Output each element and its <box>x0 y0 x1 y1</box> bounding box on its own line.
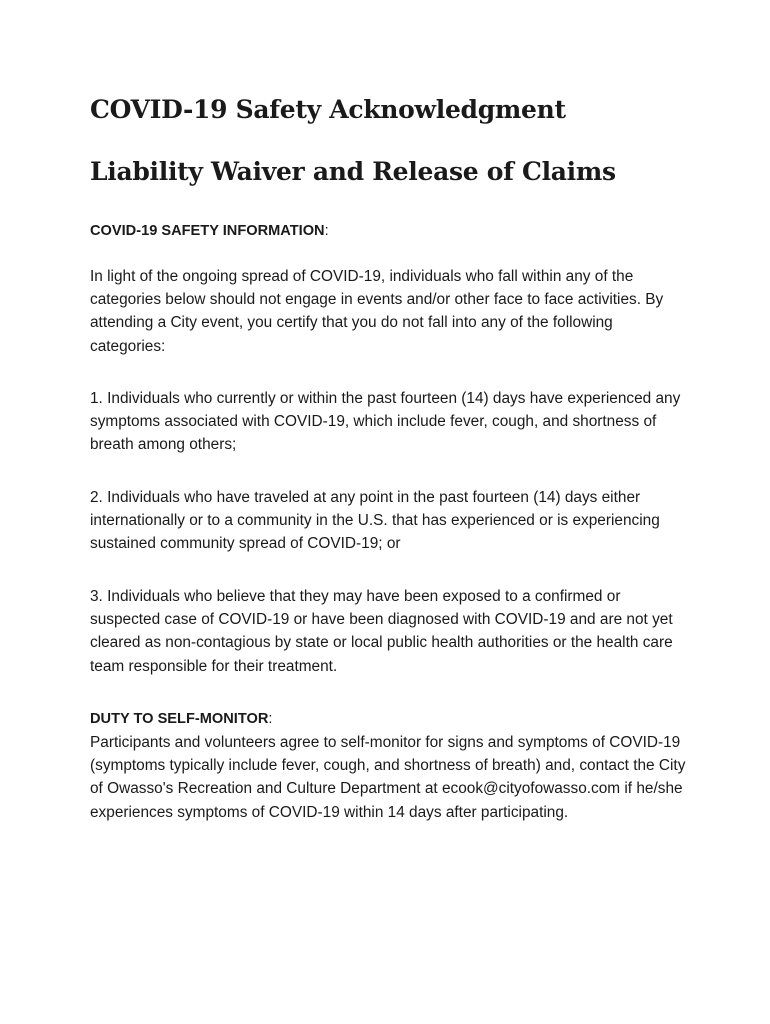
category-item-2: 2. Individuals who have traveled at any point in the past fourteen (14) days either internationally or to a community in the U.S. that has experienced or is experiencing sustained community spread of COVID-19; or <box>90 489 660 553</box>
safety-intro-paragraph: In light of the ongoing spread of COVID-19, individuals who fall within any of the categories below should not engage in events and/or other face to face activities. By attending a City event, you certify that you do not fall into any of the following categories: <box>90 268 664 355</box>
safety-heading-label: COVID-19 SAFETY INFORMATION <box>90 223 325 239</box>
duty-section-heading <box>90 708 272 731</box>
category-item-1: 1. Individuals who currently or within the past fourteen (14) days have experienced any symptoms associated with COVID-19, which include fever, cough, and shortness of breath among others; <box>90 390 681 454</box>
document-title: COVID-19 Safety Acknowledgment <box>90 95 566 124</box>
duty-heading-colon: : <box>268 711 273 727</box>
document-subtitle: Liability Waiver and Release of Claims <box>90 157 616 186</box>
category-item-3: 3. Individuals who believe that they may have been exposed to a confirmed or suspected case of COVID-19 or have been diagnosed with COVID-19 and are not yet cleared as non-contagious by state or local public health authorities or the health care team responsible for their treatment. <box>90 588 673 675</box>
safety-section-heading <box>90 220 329 243</box>
safety-heading-colon: : <box>324 223 329 239</box>
duty-paragraph: Participants and volunteers agree to self-monitor for signs and symptoms of COVID-19 (symptoms typically include fever, cough, and shortness of breath) and, contact the City of Owasso's Recreation and Culture Department at ecook@cityofowasso.com if he/she experiences symptoms of COVID-19 within 14 days after participating. <box>90 734 686 821</box>
duty-heading-label: DUTY TO SELF-MONITOR <box>90 711 269 727</box>
